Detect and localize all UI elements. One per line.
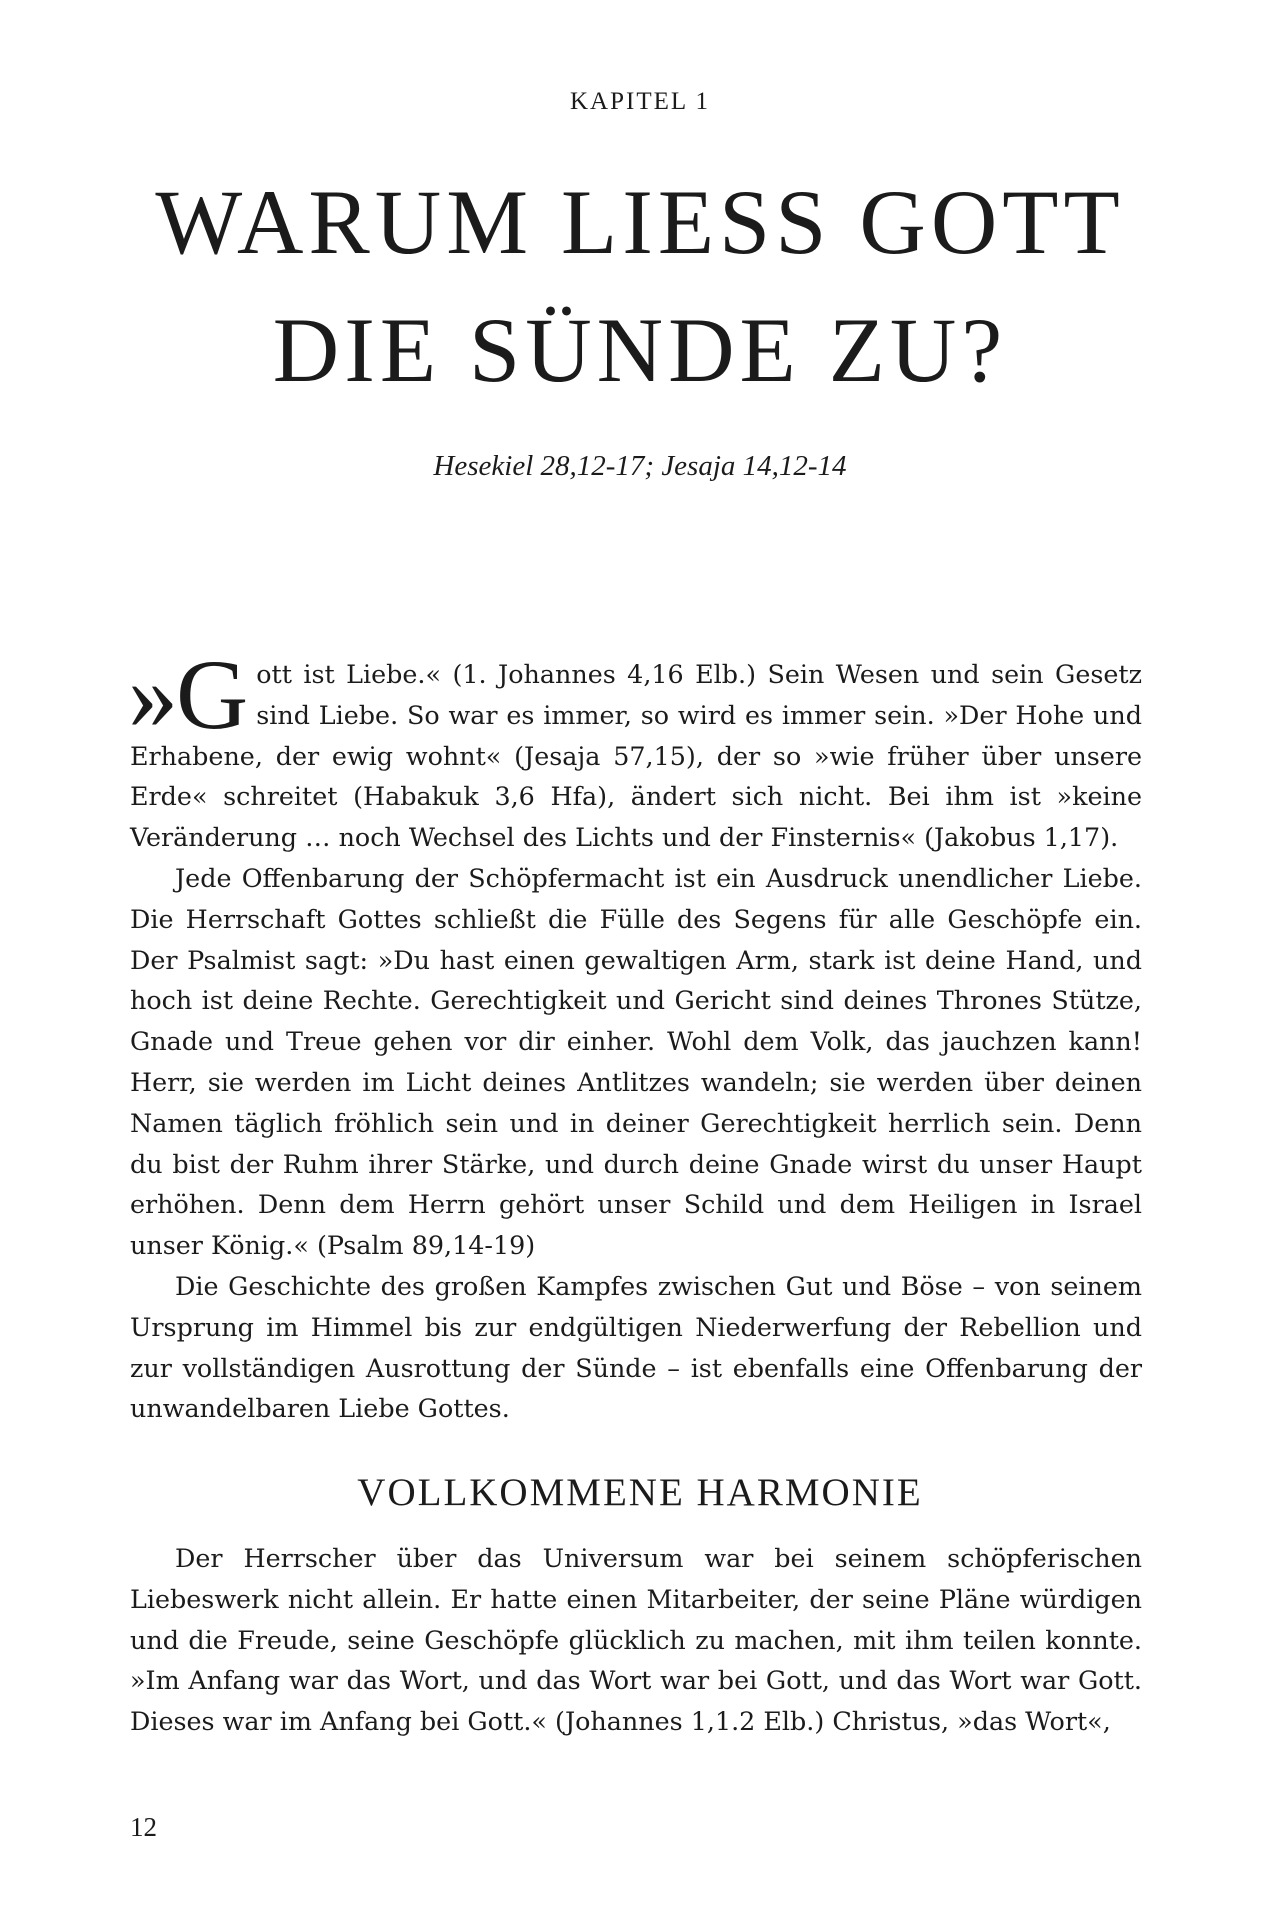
- section-heading: VOLLKOMMENE HARMONIE: [357, 1471, 923, 1514]
- page-number: 12: [130, 1812, 157, 1842]
- chapter-title: [0, 158, 1280, 414]
- chapter-title-line-1: WARUM LIESS GOTT: [155, 171, 1125, 273]
- chapter-body: [128, 639, 1142, 1429]
- chapter-label: KAPITEL 1: [570, 88, 710, 115]
- paragraph-2: Jede Offenbarung der Schöpfermacht ist ein Ausdruck unendlicher Liebe. Die Herrschaft Gottes schließt die Fülle des Segens für alle Geschöpfe ein. Der Psalmist sagt: »Du hast einen gewaltigen Arm, stark ist deine Hand, und hoch ist deine Rechte. Gerechtigkeit und Gericht sind deines Thrones Stütze, Gnade und Treue gehen vor dir einher. Wohl dem Volk, das jauchzen kann! Herr, sie werden im Licht deines Antlitzes wandeln; sie werden über deinen Namen täglich fröhlich sein und in deiner Gerechtigkeit herrlich sein. Denn du bist der Ruhm ihrer Stärke, und durch deine Gnade wirst du unser Haupt erhöhen. Denn dem Herrn gehört unser Schild und dem Heiligen in Israel unser König.« (Psalm 89,14-19): [130, 862, 1142, 1261]
- chapter-title-line-2: DIE SÜNDE ZU?: [272, 299, 1008, 401]
- paragraph-1-text: ott ist Liebe.« (1. Johannes 4,16 Elb.) Sein Wesen und sein Gesetz sind Liebe. So war es immer, so wird es immer sein. »Der Hohe und Erhabene, der ewig wohnt« (Jesaja 57,15), der so »wie früher über unsere Erde« schreitet (Habakuk 3,6 Hfa), ändert sich nicht. Bei ihm ist »keine Veränderung … noch Wechsel des Lichts und der Finsternis« (Jakobus 1,17).: [130, 659, 1142, 853]
- scripture-reference: Hesekiel 28,12-17; Jesaja 14,12-14: [433, 450, 847, 482]
- drop-cap: »G: [128, 639, 247, 750]
- section-paragraph-1: Der Herrscher über das Universum war bei seinem schöpferischen Liebeswerk nicht allein. Er hatte einen Mitarbeiter, der seine Pläne würdigen und die Freude, seine Geschöpfe glücklich zu machen, mit ihm teilen konnte. »Im Anfang war das Wort, und das Wort war bei Gott, und das Wort war Gott. Dieses war im Anfang bei Gott.« (Johannes 1,1.2 Elb.) Christus, »das Wort«,: [130, 1543, 1142, 1737]
- paragraph-1: [128, 639, 1142, 858]
- paragraph-3: Die Geschichte des großen Kampfes zwischen Gut und Böse – von seinem Ursprung im Himmel bis zur endgültigen Niederwerfung der Rebellion und zur vollständigen Ausrottung der Sünde – ist ebenfalls eine Offenbarung der unwandelbaren Liebe Gottes.: [130, 1270, 1142, 1424]
- section-body: [130, 1538, 1142, 1742]
